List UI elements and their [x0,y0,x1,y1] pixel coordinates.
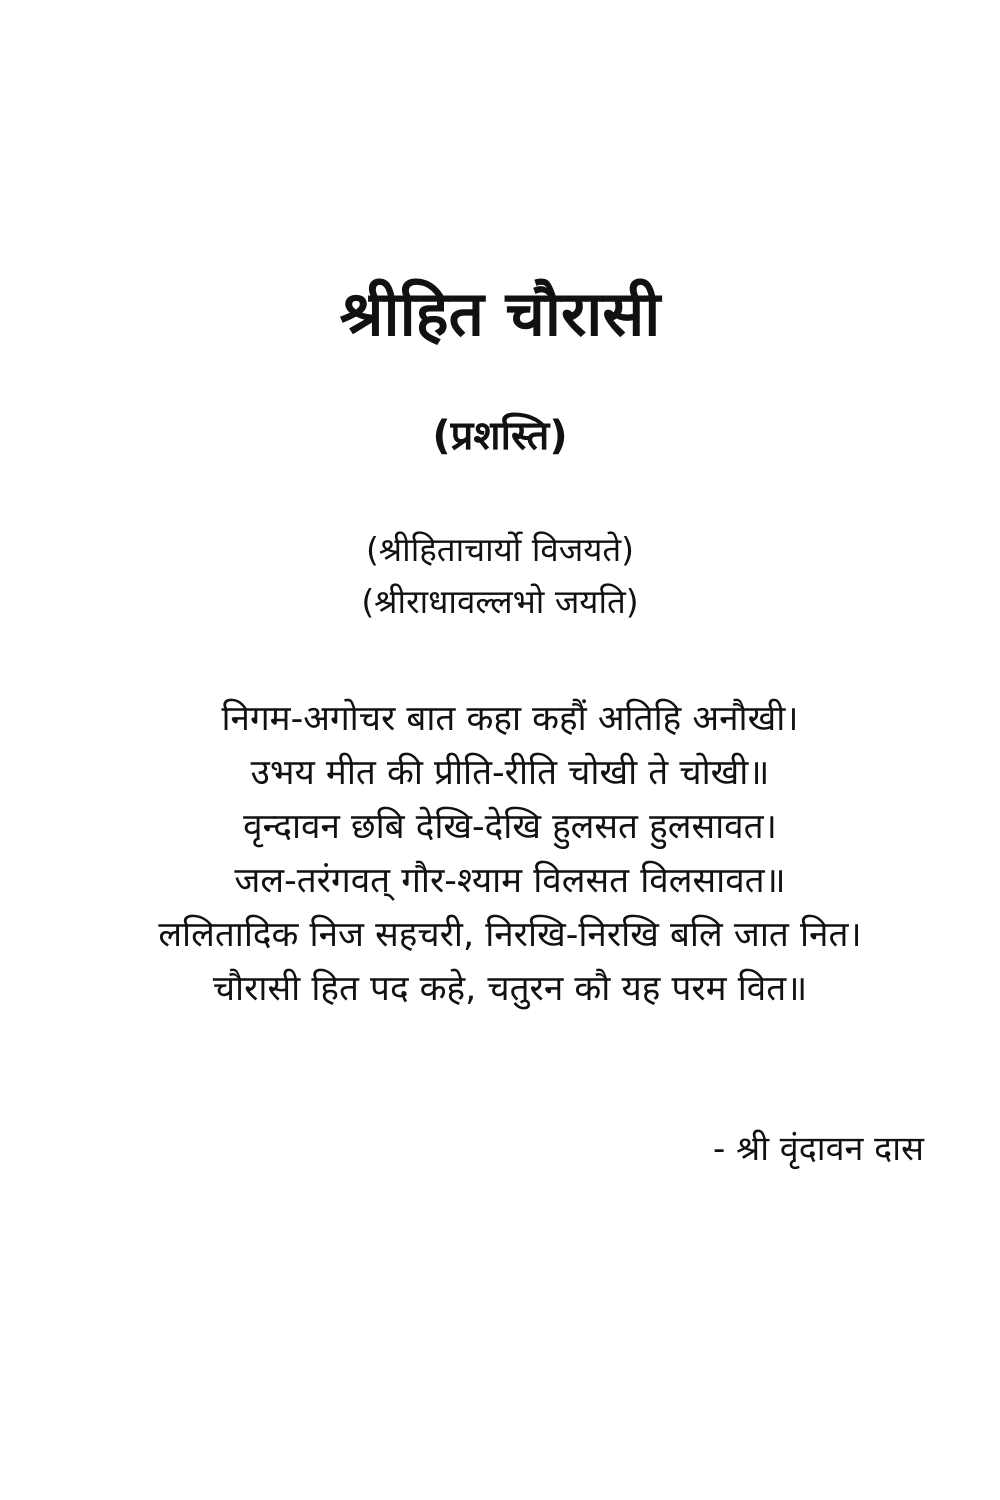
invocation-line: (श्रीहिताचार्यो विजयते) [365,530,635,569]
invocation-block [0,524,1000,628]
invocation-line: (श्रीराधावल्लभो जयति) [361,582,639,621]
verse-block [95,692,925,1016]
verse-line: चौरासी हित पद कहे, चतुरन कौ यह परम वित॥ [212,969,808,1009]
verse-line: उभय मीत की प्रीति-रीति चोखी ते चोखी॥ [250,753,770,793]
verse-line: निगम-अगोचर बात कहा कहौं अतिहि अनौखी। [221,699,799,739]
verse-line: वृन्दावन छबि देखि-देखि हुलसत हुलसावत। [243,807,777,847]
verse-line: जल-तरंगवत् गौर-श्याम विलसत विलसावत॥ [234,861,786,901]
attribution-text: - श्री वृंदावन दास [713,1129,924,1169]
verse-line: ललितादिक निज सहचरी, निरखि-निरखि बलि जात नित। [158,915,862,955]
page-subtitle: (प्रशस्ति) [432,413,568,459]
page-title: श्रीहित चौरासी [339,277,661,350]
